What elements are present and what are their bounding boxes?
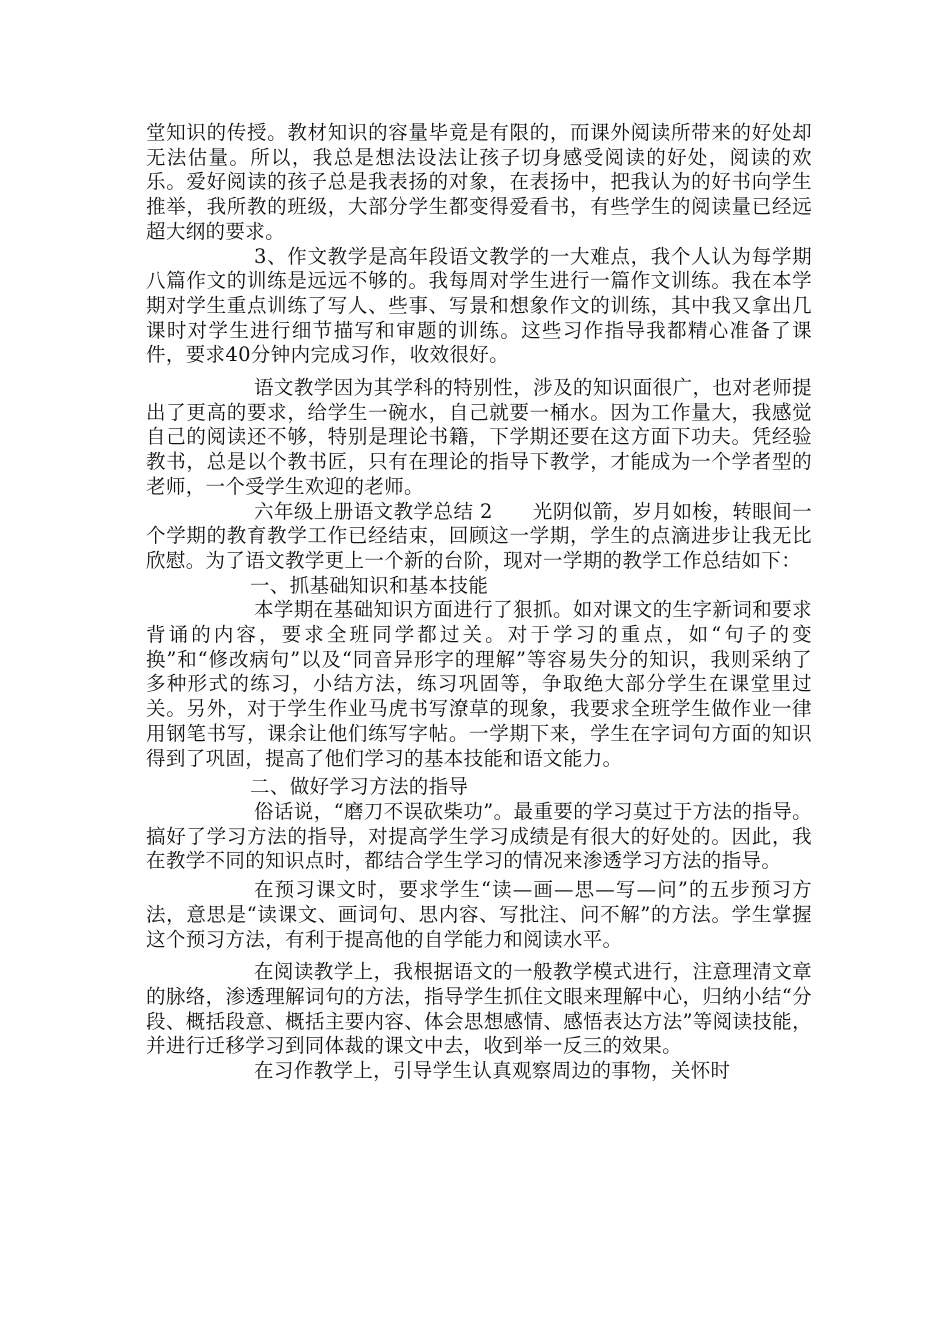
paragraph-composition-teaching: 在习作教学上，引导学生认真观察周边的事物，关怀时 bbox=[254, 1059, 731, 1083]
paragraph-reading-benefits: 堂知识的传授。教材知识的容量毕竟是有限的，而课外阅读所带来的好处却无法估量。所以，我总是想法设法让孩子切身感受阅读的好处，阅读的欢乐。爱好阅读的孩子总是我表扬的对象，在表扬中，把我认为的好书向学生推举，我所教的班级，大部分学生都变得爱看书，有些学生的阅读量已经远超大纲的要求。 bbox=[146, 121, 812, 243]
paragraph-teacher-reflection: 语文教学因为其学科的特别性，涉及的知识面很广，也对老师提出了更高的要求，给学生一碗水，自己就要一桶水。因为工作量大，我感觉自己的阅读还不够，特别是理论书籍，下学期还要在这方面下功夫。凭经验教书，总是以个教书匠，只有在理论的指导下教学，才能成为一个学者型的老师，一个受学生欢迎的老师。 bbox=[146, 376, 812, 498]
heading-basic-skills: 一、抓基础知识和基本技能 bbox=[250, 573, 489, 597]
section-intro-paragraph bbox=[146, 500, 812, 574]
heading-study-methods: 二、做好学习方法的指导 bbox=[250, 775, 469, 799]
section-intro-text: 光阴似箭，岁月如梭，转眼间一个学期的教育教学工作已经结束，回顾这一学期，学生的点滴进步让我无比欣慰。为了语文教学更上一个新的台阶，现对一学期的教学工作总结如下： bbox=[146, 499, 812, 572]
paragraph-study-methods: 俗话说，“磨刀不误砍柴功”。最重要的学习莫过于方法的指导。搞好了学习方法的指导，对提高学生学习成绩是有很大的好处的。因此，我在教学不同的知识点时，都结合学生学习的情况来渗透学习方法的指导。 bbox=[146, 799, 812, 873]
paragraph-basic-skills: 本学期在基础知识方面进行了狠抓。如对课文的生字新词和要求背诵的内容，要求全班同学都过关。对于学习的重点，如“句子的变换”和“修改病句”以及“同音异形字的理解”等容易失分的知识，我则采纳了多种形式的练习，小结方法，练习巩固等，争取绝大部分学生在课堂里过关。另外，对于学生作业马虎书写潦草的现象，我要求全班学生做作业一律用钢笔书写，课余让他们练写字帖。一学期下来，学生在字词句方面的知识得到了巩固，提高了他们学习的基本技能和语文能力。 bbox=[146, 598, 812, 770]
paragraph-writing-teaching: 3、作文教学是高年段语文教学的一大难点，我个人认为每学期八篇作文的训练是远远不够的。我每周对学生进行一篇作文训练。我在本学期对学生重点训练了写人、些事、写景和想象作文的训练，其中我又拿出几课时对学生进行细节描写和审题的训练。这些习作指导我都精心准备了课件，要求40分钟内完成习作，收效很好。 bbox=[146, 244, 812, 367]
document-body bbox=[146, 121, 812, 1084]
paragraph-reading-teaching: 在阅读教学上，我根据语文的一般教学模式进行，注意理清文章的脉络，渗透理解词句的方法，指导学生抓住文眼来理解中心，归纳小结“分段、概括段意、概括主要内容、体会思想感情、感悟表达方法”等阅读技能，并进行迁移学习到同体裁的课文中去，收到举一反三的效果。 bbox=[146, 960, 812, 1058]
section-title: 六年级上册语文教学总结 2 bbox=[254, 499, 493, 523]
paragraph-preview-method: 在预习课文时，要求学生“读—画—思—写—问”的五步预习方法，意思是“读课文、画词句、思内容、写批注、问不解”的方法。学生掌握这个预习方法，有利于提高他的自学能力和阅读水平。 bbox=[146, 878, 812, 951]
